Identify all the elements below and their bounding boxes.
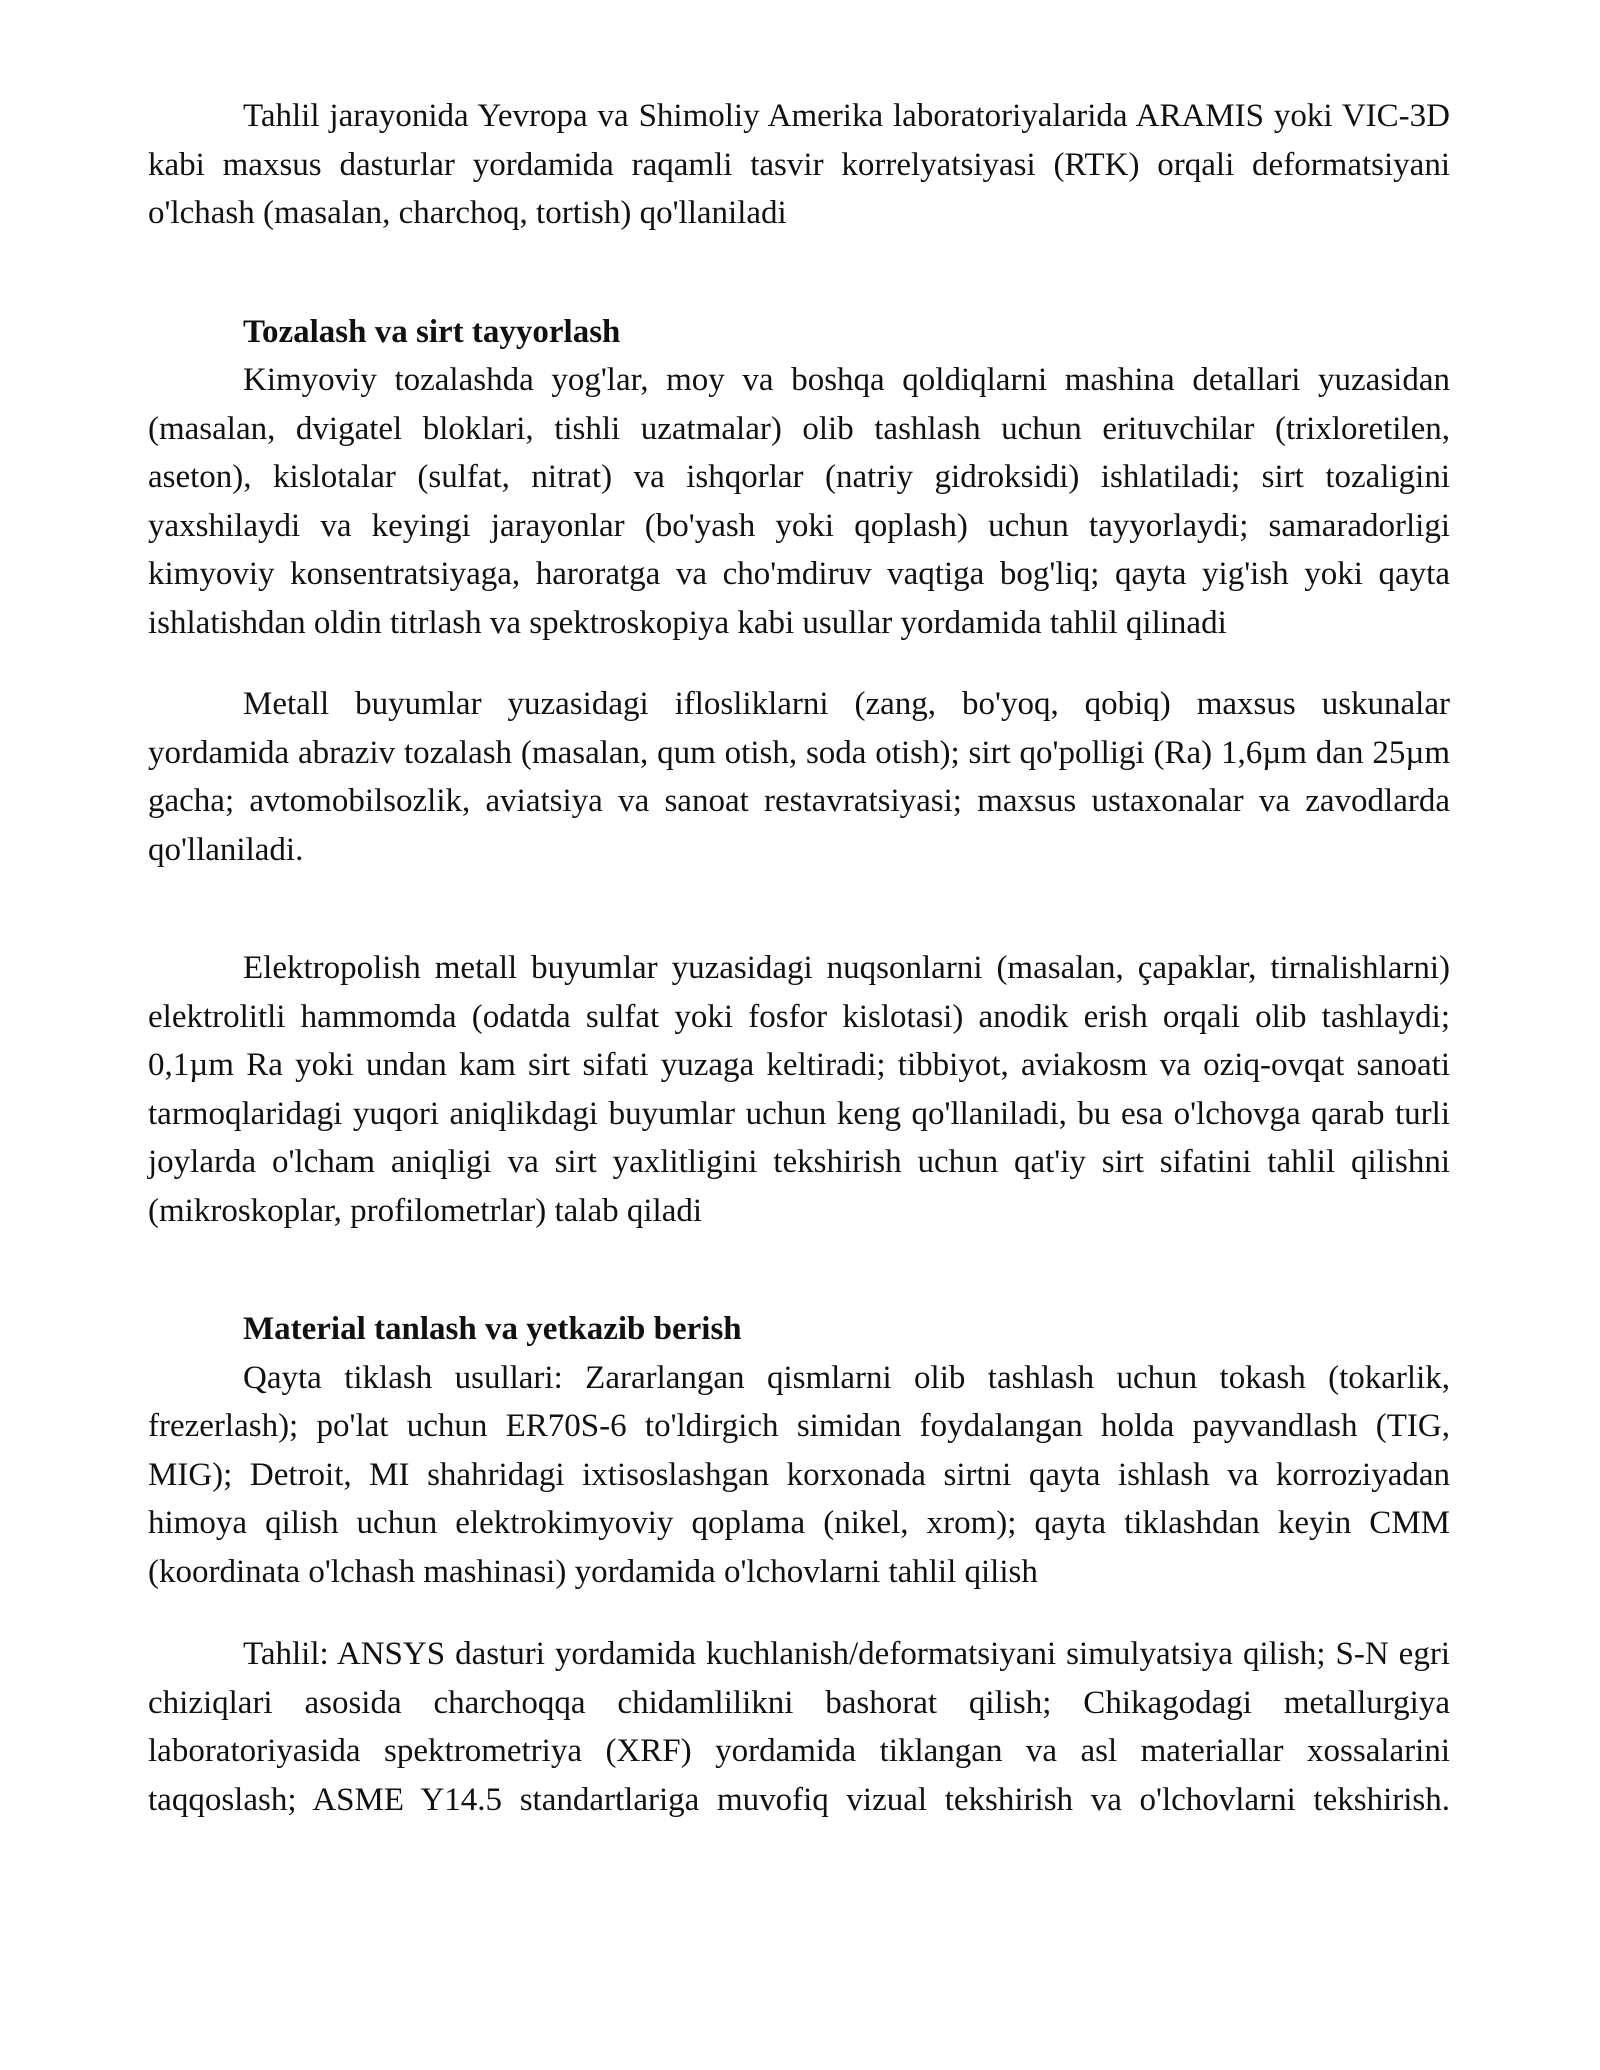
paragraph-rtk-deformation: Tahlil jarayonida Yevropa va Shimoliy Amerika laboratoriyalarida ARAMIS yoki VIC-3D kabi maxsus dasturlar yordamida raqamli tasvir korrelyatsiyasi (RTK) orqali deformatsiyani o'lchash (masalan, charchoq, tortish) qo'llaniladi — [148, 98, 1450, 231]
paragraph-electropolish: Elektropolish metall buyumlar yuzasidagi nuqsonlarni (masalan, çapaklar, tirnalishlarni) elektrolitli hammomda (odatda sulfat yoki fosfor kislotasi) anodik erish orqali olib tashlaydi; 0,1µm Ra yoki undan kam sirt sifati yuzaga keltiradi; tibbiyot, aviakosm va oziq-ovqat sanoati tarmoqlaridagi yuqori aniqlikdagi buyumlar uchun keng qo'llaniladi, bu esa o'lchovga qarab turli joylarda o'lcham aniqligi va sirt yaxlitligini tekshirish uchun qat'iy sirt sifatini tahlil qilishni (mikroskoplar, profilometrlar) talab qiladi — [148, 950, 1450, 1229]
paragraph-spacer — [148, 874, 1450, 944]
paragraph-analysis: Tahlil: ANSYS dasturi yordamida kuchlanish/deformatsiyani simulyatsiya qilish; S-N egri chiziqlari asosida charchoqqa chidamlilikni bashorat qilish; Chikagodagi metallurgiya laboratoriyasida spektrometriya (XRF) yordamida tiklangan va asl materiallar xossalarini taqqoslash; ASME Y14.5 standartlariga muvofiq vizual tekshirish va o'lchovlarni tekshirish. — [148, 1636, 1450, 1818]
paragraph-spacer — [148, 238, 1450, 308]
heading-material-selection: Material tanlash va yetkazib berish — [243, 1311, 742, 1347]
paragraph-abrasive-cleaning: Metall buyumlar yuzasidagi iflosliklarni (zang, bo'yoq, qobiq) maxsus uskunalar yordamida abraziv tozalash (masalan, qum otish, soda otish); sirt qo'polligi (Ra) 1,6µm dan 25µm gacha; avtomobilsozlik, aviatsiya va sanoat restavratsiyasi; maxsus ustaxonalar va zavodlarda qo'llaniladi. — [148, 686, 1450, 868]
paragraph-restoration-methods: Qayta tiklash usullari: Zararlangan qismlarni olib tashlash uchun tokash (tokarlik, frezerlash); po'lat uchun ER70S-6 to'ldirgich simidan foydalangan holda payvandlash (TIG, MIG); Detroit, MI shahridagi ixtisoslashgan korxonada sirtni qayta ishlash va korroziyadan himoya qilish uchun elektrokimyoviy qoplama (nikel, xrom); qayta tiklashdan keyin CMM (koordinata o'lchash mashinasi) yordamida o'lchovlarni tahlil qilish — [148, 1359, 1450, 1590]
heading-cleaning-surface-prep: Tozalash va sirt tayyorlash — [243, 313, 621, 350]
paragraph-chemical-cleaning: Kimyoviy tozalashda yog'lar, moy va boshqa qoldiqlarni mashina detallari yuzasidan (masalan, dvigatel bloklari, tishli uzatmalar) olib tashlash uchun erituvchilar (trixloretilen, aseton), kislotalar (sulfat, nitrat) va ishqorlar (natriy gidroksidi) ishlatiladi; sirt tozaligini yaxshilaydi va keyingi jarayonlar (bo'yash yoki qoplash) uchun tayyorlaydi; samaradorligi kimyoviy konsentratsiyaga, haroratga va cho'mdiruv vaqtiga bog'liq; qayta yig'ish yoki qayta ishlatishdan oldin titrlash va spektroskopiya kabi usullar yordamida tahlil qilinadi — [148, 362, 1450, 641]
document-page — [148, 92, 1450, 1824]
paragraph-spacer — [148, 1235, 1450, 1305]
paragraph-spacer — [148, 647, 1450, 680]
paragraph-spacer — [148, 1596, 1450, 1630]
